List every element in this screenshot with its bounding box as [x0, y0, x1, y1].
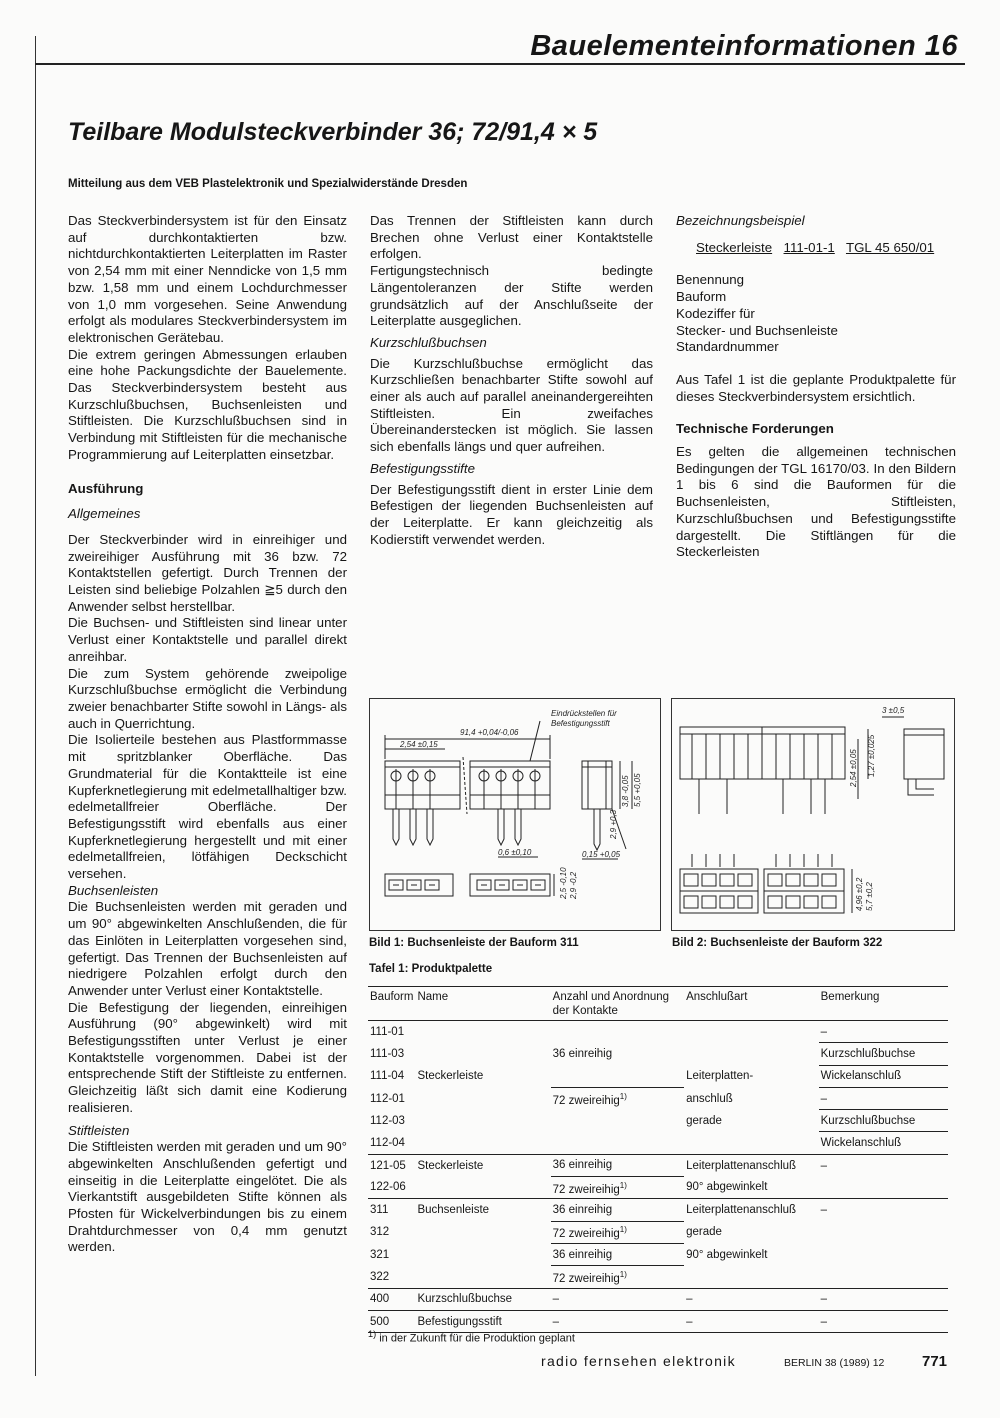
cell-text: anschluß — [686, 1092, 733, 1105]
cell-text: 36 einreihig — [552, 1204, 613, 1217]
table-row — [368, 1177, 948, 1199]
table-cell-anzahl — [551, 1110, 684, 1132]
table-cell-bemerkung — [819, 1021, 948, 1043]
figure-2-caption: Bild 2: Buchsenleiste der Bauform 322 — [672, 937, 883, 949]
legend-line: Kodeziffer für — [676, 305, 755, 321]
table-cell-anschluss — [684, 1021, 819, 1043]
cell-text: – — [820, 1204, 828, 1217]
cell-text: Wickelanschluß — [820, 1070, 902, 1083]
dimension-label: 2,54 ±0,15 — [400, 740, 438, 749]
cell-text: – — [820, 1315, 828, 1328]
cell-text: 121-05 — [370, 1159, 406, 1172]
table-cell-bauform — [368, 1021, 415, 1043]
subsection-heading: Stiftleisten — [68, 1122, 130, 1138]
cell-text: 122-06 — [370, 1181, 406, 1194]
table-cell-anschluss — [684, 1132, 819, 1154]
table-row — [368, 1021, 948, 1043]
publication-name: radio fernsehen elektronik — [541, 1353, 736, 1369]
table-cell-bauform — [368, 1288, 415, 1310]
paragraph: Die Buchsenleisten werden mit geraden und um 90° abgewinkelten Anschlußenden, die für das Einlöten in Leiterplatten vorgesehen sind, gefertigt. Das Trennen der Buchsenleisten auf niedrigere Polzahlen erfolgt durch den Anwender unter Verlust einer Kontaktstelle. — [68, 899, 347, 998]
table-cell-anschluss — [684, 1110, 819, 1132]
table-cell-anzahl — [551, 1243, 684, 1265]
column-1 — [68, 213, 347, 1256]
cell-text: 36 einreihig — [552, 1248, 613, 1261]
cell-text: – — [820, 1092, 828, 1105]
dimension-label: 2,5 -0,10 — [559, 867, 568, 899]
table-cell-bemerkung — [819, 1177, 948, 1199]
cell-text: Steckerleiste — [417, 1070, 484, 1083]
table-cell-bemerkung — [819, 1199, 948, 1221]
table-cell-name — [415, 1110, 550, 1132]
dimension-label: 3 ±0,5 — [882, 706, 905, 715]
paragraph: Der Befestigungsstift dient in erster Linie dem Befestigen der liegenden Buchsenleisten auf der Leiterplatte. Er kann gleichzeitig als Kodierstift verwendet werden. — [370, 481, 653, 547]
cell-text: Leiterplattenanschluß — [686, 1204, 797, 1217]
table-cell-anschluss — [684, 1087, 819, 1109]
paragraph: Die Isolierteile bestehen aus Plastformmasse mit spritzblanker Oberfläche. Das Grundmaterial für die Kontaktteile ist eine Kupferknetlegierung mit edelmetallhaltiger bzw. edelmetallfreier Oberfläche. Der Befestigungsstift wird ebenfalls aus einer Kupferknetlegierung hergestellt und mit einer edelmetallfreien, lötfähigen Deckschicht versehen. — [68, 732, 347, 882]
table-cell-name — [415, 1221, 550, 1243]
table-row — [368, 1243, 948, 1265]
cell-text: 312 — [370, 1226, 390, 1239]
table-cell-anzahl — [551, 1021, 684, 1043]
table-cell-anschluss — [684, 1043, 819, 1065]
subsection-heading: Kurzschlußbuchsen — [370, 334, 487, 350]
table-cell-anschluss — [684, 1288, 819, 1310]
column-header: Anzahl und Anordnung der Kontakte — [551, 987, 684, 1021]
page-margin-line — [35, 36, 36, 1376]
figure-1-annotation-line2: Befestigungsstift — [551, 719, 610, 728]
table-cell-name — [415, 1021, 550, 1043]
cell-text: 72 zweireihig — [552, 1228, 620, 1241]
table-cell-bauform — [368, 1221, 415, 1243]
column-header: Anschlußart — [684, 987, 819, 1021]
cell-text: – — [820, 1159, 828, 1172]
table-cell-anzahl — [551, 1221, 684, 1243]
table-cell-anschluss — [684, 1310, 819, 1332]
footnote-ref: 1) — [619, 1091, 627, 1101]
table-cell-bemerkung — [819, 1132, 948, 1154]
footnote-ref: 1) — [619, 1270, 627, 1279]
table-cell-bemerkung — [819, 1266, 948, 1288]
cell-text: 111-03 — [370, 1047, 405, 1060]
cell-text: 36 einreihig — [552, 1047, 613, 1060]
table-cell-bemerkung — [819, 1288, 948, 1310]
cell-text: Steckerleiste — [417, 1159, 484, 1172]
table-cell-name — [415, 1043, 550, 1065]
table-cell-bemerkung — [819, 1154, 948, 1176]
table-row — [368, 1043, 948, 1065]
designation-standard: TGL 45 650/01 — [845, 239, 935, 255]
cell-text: 500 — [370, 1315, 390, 1328]
paragraph: Die Kurzschlußbuchse ermöglicht das Kurzschließen benachbarter Stifte sowohl auf einer als auch auf parallel aneinandergereihten Stiftleisten. Ein zweifaches Übereinanderstecken ist möglich. Sie lassen sich ebenfalls längs und quer aufreihen. — [370, 355, 653, 455]
designation-example — [676, 240, 956, 257]
paragraph: Die extrem geringen Abmessungen erlauben eine hohe Packungsdichte der Bauelemente. Das Steckverbindersystem besteht aus Kurzschlußbuchsen, Buchsenleisten und Stiftleisten. Die Kurzschlußbuchsen sind in Verbindung mit Stiftleisten für die mechanische Programmierung auf Leiterplatten einsetzbar. — [68, 346, 347, 462]
figure-1 — [369, 698, 661, 931]
table-row — [368, 1087, 948, 1109]
table-cell-bauform — [368, 1243, 415, 1265]
cell-text: gerade — [686, 1114, 722, 1127]
cell-text: – — [820, 1293, 828, 1306]
table-cell-anzahl — [551, 1199, 684, 1221]
running-header: Bauelementeinformationen 16 — [530, 30, 958, 62]
paragraph: Die Befestigung der liegenden, einreihigen Ausführung (90° abgewinkelt) wird mit Befestigungsstiften unter Verlust je einer Kontaktstelle vorgenommen. Dabei ist der entsprechende Stift der Stiftleiste zu entfernen. Gleichzeitig läßt sich damit eine Kodierung realisieren. — [68, 999, 347, 1115]
table-cell-bauform — [368, 1110, 415, 1132]
cell-text: 112-01 — [370, 1092, 405, 1105]
figure-1-drawing — [370, 699, 660, 930]
table-cell-name — [415, 1243, 550, 1265]
table-cell-anschluss — [684, 1221, 819, 1243]
figure-1-caption: Bild 1: Buchsenleiste der Bauform 311 — [369, 937, 579, 949]
cell-text: – — [552, 1293, 560, 1306]
header-rule — [35, 63, 965, 65]
designation-code: 111-01-1 — [783, 239, 835, 255]
table-cell-bauform — [368, 1177, 415, 1199]
footnote-marker: 1) — [368, 1329, 377, 1339]
cell-text: Kurzschlußbuchse — [417, 1293, 513, 1306]
table-cell-anschluss — [684, 1266, 819, 1288]
dimension-label: 5,5 +0,05 — [633, 773, 642, 807]
dimension-label: 2,54 ±0,05 — [849, 749, 858, 787]
cell-text: 72 zweireihig — [552, 1183, 620, 1196]
cell-text: 90° abgewinkelt — [686, 1181, 768, 1194]
table-cell-anschluss — [684, 1065, 819, 1087]
table-cell-name — [415, 1199, 550, 1221]
table-row — [368, 1199, 948, 1221]
table-cell-name — [415, 1177, 550, 1199]
table-cell-anzahl — [551, 1043, 684, 1065]
cell-text: 321 — [370, 1248, 390, 1261]
table-cell-bemerkung — [819, 1110, 948, 1132]
dimension-label: 91,4 +0,04/-0,06 — [460, 728, 519, 737]
table-row — [368, 1110, 948, 1132]
table-row — [368, 1154, 948, 1176]
table-header-row — [368, 987, 948, 1021]
cell-text: Kurzschlußbuchse — [820, 1047, 916, 1060]
column-2 — [370, 213, 653, 548]
paragraph: Die Stiftleisten werden mit geraden und um 90° abgewinkelten Anschlußenden gefertigt und einseitig in die Leiterplatte eingelötet. Die als Vierkantstift ausgebildeten Stifte können als Pfosten für Wickelverbindungen bis zu einem Drahtdurchmesser von 0,4 mm genutzt werden. — [68, 1139, 347, 1255]
paragraph: Der Steckverbinder wird in einreihiger und zweireihiger Ausführung mit 36 bzw. 72 Kontaktstellen gefertigt. Durch Trennen der Leisten sind beliebige Polzahlen ≧5 durch den Anwender selbst herstellbar. — [68, 531, 347, 614]
article-subtitle: Mitteilung aus dem VEB Plastelektronik und Spezialwiderstände Dresden — [68, 178, 468, 190]
dimension-label: 5,7 ±0,2 — [865, 882, 874, 911]
table-cell-bauform — [368, 1154, 415, 1176]
paragraph: Das Trennen der Stiftleisten kann durch Brechen ohne Verlust einer Kontaktstelle erfolgen. — [370, 213, 653, 262]
paragraph: Aus Tafel 1 ist die geplante Produktpalette für dieses Steckverbindersystem ersichtlich. — [676, 371, 956, 404]
cell-text: 72 zweireihig — [552, 1272, 620, 1285]
table-footnote — [368, 1329, 575, 1345]
table-cell-anzahl — [551, 1266, 684, 1288]
table-cell-bauform — [368, 1043, 415, 1065]
legend-line: Standardnummer — [676, 339, 779, 355]
cell-text: 72 zweireihig — [552, 1094, 620, 1107]
table-cell-anzahl — [551, 1288, 684, 1310]
dimension-label: 4,96 ±0,2 — [855, 877, 864, 911]
table-cell-bauform — [368, 1087, 415, 1109]
column-header: Name — [415, 987, 550, 1021]
column-header: Bauform — [368, 987, 415, 1021]
subsection-heading: Befestigungsstifte — [370, 460, 475, 476]
page-number: 771 — [922, 1353, 948, 1370]
paragraph: Die zum System gehörende zweipolige Kurzschlußbuchse ermöglicht die Verbindung zweier benachbarter Stifte sowohl in Längs- als auch in Querrichtung. — [68, 665, 347, 731]
table-cell-bemerkung — [819, 1310, 948, 1332]
footnote-ref: 1) — [619, 1225, 627, 1235]
cell-text: gerade — [686, 1226, 722, 1239]
dimension-label: 2,9 -0,2 — [569, 871, 578, 899]
dimension-label: 2,9 +0,3 — [609, 809, 618, 839]
figure-2-drawing — [672, 699, 954, 930]
section-heading: Ausführung — [68, 480, 144, 496]
table-cell-name — [415, 1132, 550, 1154]
cell-text: Leiterplatten- — [686, 1070, 754, 1083]
table-cell-anzahl — [551, 1132, 684, 1154]
table-cell-bauform — [368, 1065, 415, 1087]
table-cell-name — [415, 1154, 550, 1176]
table-cell-name — [415, 1288, 550, 1310]
cell-text: 322 — [370, 1270, 390, 1283]
figure-2 — [671, 698, 955, 931]
cell-text: 111-04 — [370, 1070, 405, 1083]
paragraph: Fertigungstechnisch bedingte Längentoleranzen der Stifte werden grundsätzlich auf der Anschlußseite der Leiterplatte ausgeglichen. — [370, 263, 653, 329]
cell-text: Buchsenleiste — [417, 1204, 490, 1217]
dimension-label: 1,27 ±0,025 — [867, 734, 876, 777]
table-cell-anschluss — [684, 1243, 819, 1265]
legend-line: Bauform — [676, 289, 727, 305]
table-cell-name — [415, 1065, 550, 1087]
subsection-heading: Allgemeines — [68, 506, 141, 522]
footnote-text: in der Zukunft für die Produktion geplant — [379, 1332, 575, 1345]
table-cell-bemerkung — [819, 1065, 948, 1087]
subsection-heading: Bezeichnungsbeispiel — [676, 213, 805, 228]
table-cell-anschluss — [684, 1199, 819, 1221]
cell-text: 111-01 — [370, 1025, 405, 1038]
legend-line: Stecker- und Buchsenleiste — [676, 322, 838, 338]
designation-name: Steckerleiste — [696, 239, 773, 255]
paragraph: Es gelten die allgemeinen technischen Bedingungen der TGL 16170/03. In den Bildern 1 bis 6 sind die Bauformen für die Buchsenleisten, Stiftleisten, Kurzschlußbuchsen und Befestigungsstifte dargestellt. Die Stiftlängen für die Steckerleisten — [676, 444, 956, 560]
cell-text: Leiterplattenanschluß — [686, 1159, 797, 1172]
cell-text: 90° abgewinkelt — [686, 1248, 768, 1261]
column-header: Bemerkung — [819, 987, 948, 1021]
cell-text: – — [552, 1315, 560, 1328]
cell-text: 112-04 — [370, 1136, 405, 1149]
dimension-label: 3,8 -0,05 — [621, 775, 630, 807]
table-row — [368, 1132, 948, 1154]
dimension-label: 0,6 ±0,10 — [498, 848, 532, 857]
table-cell-name — [415, 1266, 550, 1288]
table-row — [368, 1288, 948, 1310]
table-cell-anzahl — [551, 1177, 684, 1199]
cell-text: 112-03 — [370, 1114, 405, 1127]
table-cell-anzahl — [551, 1065, 684, 1087]
product-table — [368, 986, 948, 1333]
legend-line: Benennung — [676, 272, 745, 288]
table-cell-bemerkung — [819, 1087, 948, 1109]
cell-text: 311 — [370, 1204, 389, 1217]
table-cell-bauform — [368, 1132, 415, 1154]
table-cell-anzahl — [551, 1154, 684, 1176]
table-cell-bauform — [368, 1199, 415, 1221]
table-cell-bemerkung — [819, 1243, 948, 1265]
cell-text: – — [820, 1025, 828, 1038]
cell-text: Wickelanschluß — [820, 1137, 902, 1150]
cell-text: 400 — [370, 1293, 390, 1306]
table-cell-name — [415, 1087, 550, 1109]
article-title: Teilbare Modulsteckverbinder 36; 72/91,4 × 5 — [68, 118, 598, 146]
cell-text: Kurzschlußbuchse — [820, 1114, 916, 1127]
dimension-label: 0,15 +0,05 — [582, 850, 621, 859]
table-body — [368, 1021, 948, 1333]
table-cell-anzahl — [551, 1087, 684, 1109]
footnote-ref: 1) — [619, 1180, 627, 1190]
issue-info: BERLIN 38 (1989) 12 — [784, 1357, 885, 1369]
table-cell-anschluss — [684, 1154, 819, 1176]
table-cell-anschluss — [684, 1177, 819, 1199]
subsection-heading: Buchsenleisten — [68, 882, 159, 898]
column-3 — [676, 213, 956, 561]
paragraph: Die Buchsen- und Stiftleisten sind linear unter Verlust einer Kontaktstelle und parallel direkt anreihbar. — [68, 615, 347, 664]
table-cell-bauform — [368, 1266, 415, 1288]
cell-text: – — [686, 1315, 693, 1328]
table-row — [368, 1221, 948, 1243]
figure-1-annotation-line1: Eindrückstellen für — [551, 709, 617, 718]
section-heading: Technische Forderungen — [676, 421, 834, 437]
table-cell-bemerkung — [819, 1221, 948, 1243]
table-row — [368, 1065, 948, 1087]
table-cell-bemerkung — [819, 1043, 948, 1065]
table-row — [368, 1266, 948, 1288]
paragraph: Das Steckverbindersystem ist für den Einsatz auf durchkontaktierten bzw. nichtdurchkontaktierten Leiterplatten im Raster von 2,54 mm mit einer Nenndicke von 1,5 mm bzw. 1,58 mm und einem Lochdurchmesser von 1,0 mm vorgesehen. Seine Anwendung erfolgt als modulares Steckverbindersystem im elektronischen Gerätebau. — [68, 213, 347, 345]
table-title: Tafel 1: Produktpalette — [369, 963, 493, 975]
cell-text: Befestigungsstift — [417, 1315, 502, 1328]
cell-text: 36 einreihig — [552, 1159, 613, 1172]
cell-text: – — [686, 1293, 693, 1306]
